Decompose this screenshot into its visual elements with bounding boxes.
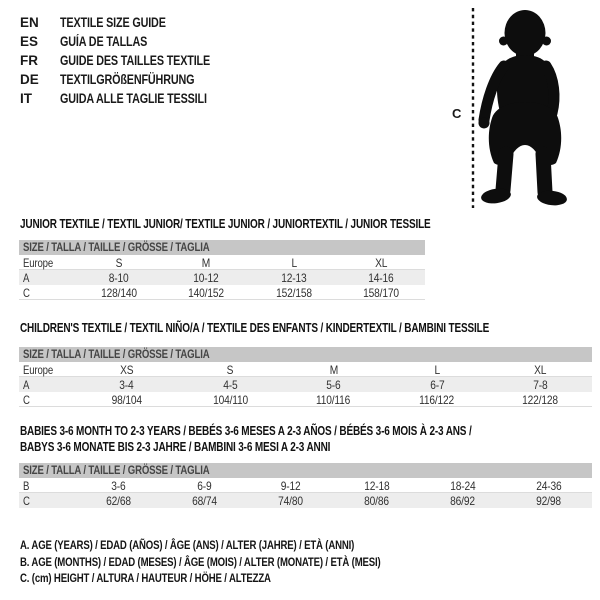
cell-text: 110/116: [316, 392, 351, 407]
lang-row-it: [20, 89, 248, 108]
row-label-text: A: [23, 377, 30, 392]
cell-text: L: [434, 362, 440, 377]
row-label: [19, 271, 75, 285]
language-title-list: [20, 13, 248, 108]
table-cell: [247, 479, 333, 493]
junior-size-table: [19, 240, 425, 300]
lang-title-text: GUIDA ALLE TAGLIE TESSILI: [60, 91, 207, 106]
table-cell: [161, 479, 247, 493]
toddler-silhouette: [478, 6, 570, 213]
table-cell: [385, 393, 488, 407]
cell-text: S: [115, 255, 123, 270]
cell-text: M: [202, 255, 211, 270]
cell-text: 74/80: [278, 493, 303, 508]
lang-title: [60, 51, 248, 70]
cell-text: 7-8: [533, 377, 548, 392]
table-cell: [75, 393, 178, 407]
table-cell: [75, 286, 163, 300]
cell-text: XL: [534, 362, 547, 377]
row-label: [19, 393, 75, 407]
babies-title-line2-text: BABYS 3-6 MONATE BIS 2-3 JAHRE / BAMBINI 3-6 MESI A 2-3 ANNI: [20, 440, 331, 454]
lang-title: [60, 89, 248, 108]
lang-code: FR: [20, 53, 38, 68]
size-header-text: SIZE / TALLA / TAILLE / GRÖSSE / TAGLIA: [23, 240, 210, 254]
lang-title-text: GUIDE DES TAILLES TEXTILE: [60, 53, 211, 68]
table-row-a: [19, 270, 425, 285]
table-row-a: [19, 377, 592, 392]
table-cell: [338, 286, 426, 300]
table-cell: [75, 479, 161, 493]
row-label: [19, 286, 75, 300]
table-cell: [385, 378, 488, 392]
row-label: [19, 494, 75, 508]
table-cell: [75, 256, 163, 270]
table-cell: [250, 271, 338, 285]
table-cell: [282, 363, 385, 377]
height-label-c: C: [452, 106, 462, 121]
cell-text: 128/140: [100, 285, 137, 300]
cell-text: 12-13: [281, 270, 307, 285]
cell-text: XS: [120, 362, 134, 377]
lang-title: [60, 32, 248, 51]
lang-code: DE: [20, 72, 39, 87]
table-cell: [489, 363, 592, 377]
row-label: [19, 378, 75, 392]
table-cell: [420, 479, 506, 493]
table-row-c: [19, 392, 592, 407]
table-row-c: [19, 285, 425, 300]
table-cell: [178, 393, 281, 407]
footnote-line-c: [20, 570, 471, 587]
cell-text: 3-6: [110, 478, 126, 493]
cell-text: 62/68: [105, 493, 131, 508]
cell-text: 80/86: [364, 493, 389, 508]
table-cell: [282, 378, 385, 392]
children-table-title-text: CHILDREN'S TEXTILE / TEXTIL NIÑO/A / TEXTILE DES ENFANTS / KINDERTEXTIL / BAMBINI TESSILE: [20, 321, 490, 335]
row-label-text: C: [23, 493, 30, 508]
lang-title: [60, 13, 248, 32]
cell-text: L: [290, 255, 297, 270]
lang-code: IT: [20, 91, 32, 106]
table-row-c: [19, 493, 592, 508]
table-cell: [161, 494, 247, 508]
table-cell: [247, 494, 333, 508]
table-cell: [489, 378, 592, 392]
footnote-list: [20, 537, 471, 587]
footnote-c-text: C. (cm) HEIGHT / ALTURA / HAUTEUR / HÖHE / ALTEZZA: [20, 571, 271, 585]
lang-title-text: TEXTILGRÖßENFÜHRUNG: [60, 72, 195, 87]
table-cell: [178, 378, 281, 392]
lang-row-es: [20, 32, 248, 51]
cell-text: 3-4: [119, 377, 134, 392]
toddler-silhouette-graphic: [478, 6, 570, 208]
cell-text: 104/110: [212, 392, 248, 407]
junior-table-title: [20, 216, 533, 232]
table-cell: [75, 378, 178, 392]
cell-text: 92/98: [536, 493, 562, 508]
size-header-bar: [19, 463, 592, 478]
row-label-text: Europe: [23, 255, 53, 270]
table-cell: [75, 494, 161, 508]
children-table-title: [20, 320, 600, 336]
cell-text: 68/74: [191, 493, 217, 508]
height-dashed-line: [471, 8, 475, 213]
table-cell: [385, 363, 488, 377]
table-row-europe: [19, 362, 592, 377]
cell-text: 116/122: [419, 392, 455, 407]
babies-title-line1-text: BABIES 3-6 MONTH TO 2-3 YEARS / BEBÉS 3-6 MESES A 2-3 AÑOS / BÉBÉS 3-6 MOIS À 2-3 ANS /: [20, 424, 472, 438]
row-label-text: C: [23, 392, 30, 407]
table-cell: [163, 271, 251, 285]
lang-title: [60, 70, 248, 89]
babies-size-table: [19, 463, 592, 508]
size-header-bar: [19, 347, 592, 362]
babies-table-title: [20, 423, 584, 455]
table-cell: [163, 256, 251, 270]
table-cell: [163, 286, 251, 300]
cell-text: 24-36: [536, 478, 562, 493]
cell-text: 152/158: [275, 285, 312, 300]
cell-text: 86/92: [450, 493, 476, 508]
cell-text: 10-12: [193, 270, 219, 285]
cell-text: 140/152: [188, 285, 225, 300]
table-cell: [250, 256, 338, 270]
cell-text: XL: [375, 255, 388, 270]
row-label: [19, 479, 75, 493]
table-cell: [75, 363, 178, 377]
table-row-b: [19, 478, 592, 493]
lang-code: EN: [20, 15, 39, 30]
row-label-text: A: [23, 270, 30, 285]
cell-text: 14-16: [368, 270, 394, 285]
cell-text: M: [329, 362, 338, 377]
table-cell: [506, 479, 592, 493]
row-label-text: B: [23, 478, 30, 493]
babies-title-line1: [20, 423, 584, 439]
size-header-text: SIZE / TALLA / TAILLE / GRÖSSE / TAGLIA: [23, 347, 210, 361]
lang-code: ES: [20, 34, 39, 49]
row-label-text: Europe: [23, 362, 53, 377]
children-size-table: [19, 347, 592, 407]
lang-row-en: [20, 13, 248, 32]
cell-text: 9-12: [280, 478, 301, 493]
junior-table-title-text: JUNIOR TEXTILE / TEXTIL JUNIOR/ TEXTILE JUNIOR / JUNIORTEXTIL / JUNIOR TESSILE: [20, 217, 431, 231]
table-cell: [282, 393, 385, 407]
table-cell: [334, 494, 420, 508]
table-row-europe: [19, 255, 425, 270]
cell-text: 158/170: [363, 285, 400, 300]
lang-title-text: GUÍA DE TALLAS: [60, 34, 148, 49]
footnote-b-text: B. AGE (MONTHS) / EDAD (MESES) / ÂGE (MOIS) / ALTER (MONATE) / ETÀ (MESI): [20, 554, 381, 569]
babies-title-line2: [20, 439, 584, 455]
table-cell: [75, 271, 163, 285]
footnote-line-b: [20, 554, 471, 571]
table-cell: [250, 286, 338, 300]
lang-row-de: [20, 70, 248, 89]
table-cell: [420, 494, 506, 508]
cell-text: 18-24: [450, 478, 476, 493]
cell-text: 8-10: [108, 270, 129, 285]
table-cell: [338, 256, 426, 270]
row-label-text: C: [23, 285, 30, 300]
lang-row-fr: [20, 51, 248, 70]
footnote-a-text: A. AGE (YEARS) / EDAD (AÑOS) / ÂGE (ANS) / ALTER (JAHRE) / ETÀ (ANNI): [20, 538, 355, 552]
cell-text: 122/128: [522, 392, 559, 407]
cell-text: 98/104: [111, 392, 142, 407]
size-header-text: SIZE / TALLA / TAILLE / GRÖSSE / TAGLIA: [23, 463, 210, 477]
cell-text: 12-18: [363, 478, 390, 493]
table-cell: [178, 363, 281, 377]
cell-text: 6-7: [429, 377, 445, 392]
table-cell: [506, 494, 592, 508]
table-cell: [489, 393, 592, 407]
footnote-line-a: [20, 537, 471, 554]
cell-text: 4-5: [222, 377, 238, 392]
cell-text: S: [226, 362, 234, 377]
table-cell: [338, 271, 426, 285]
dashed-line-graphic: [471, 8, 475, 208]
table-cell: [334, 479, 420, 493]
row-label: [19, 363, 75, 377]
cell-text: 5-6: [326, 377, 341, 392]
lang-title-text: TEXTILE SIZE GUIDE: [60, 15, 166, 30]
row-label: [19, 256, 75, 270]
size-header-bar: [19, 240, 425, 255]
cell-text: 6-9: [197, 478, 212, 493]
